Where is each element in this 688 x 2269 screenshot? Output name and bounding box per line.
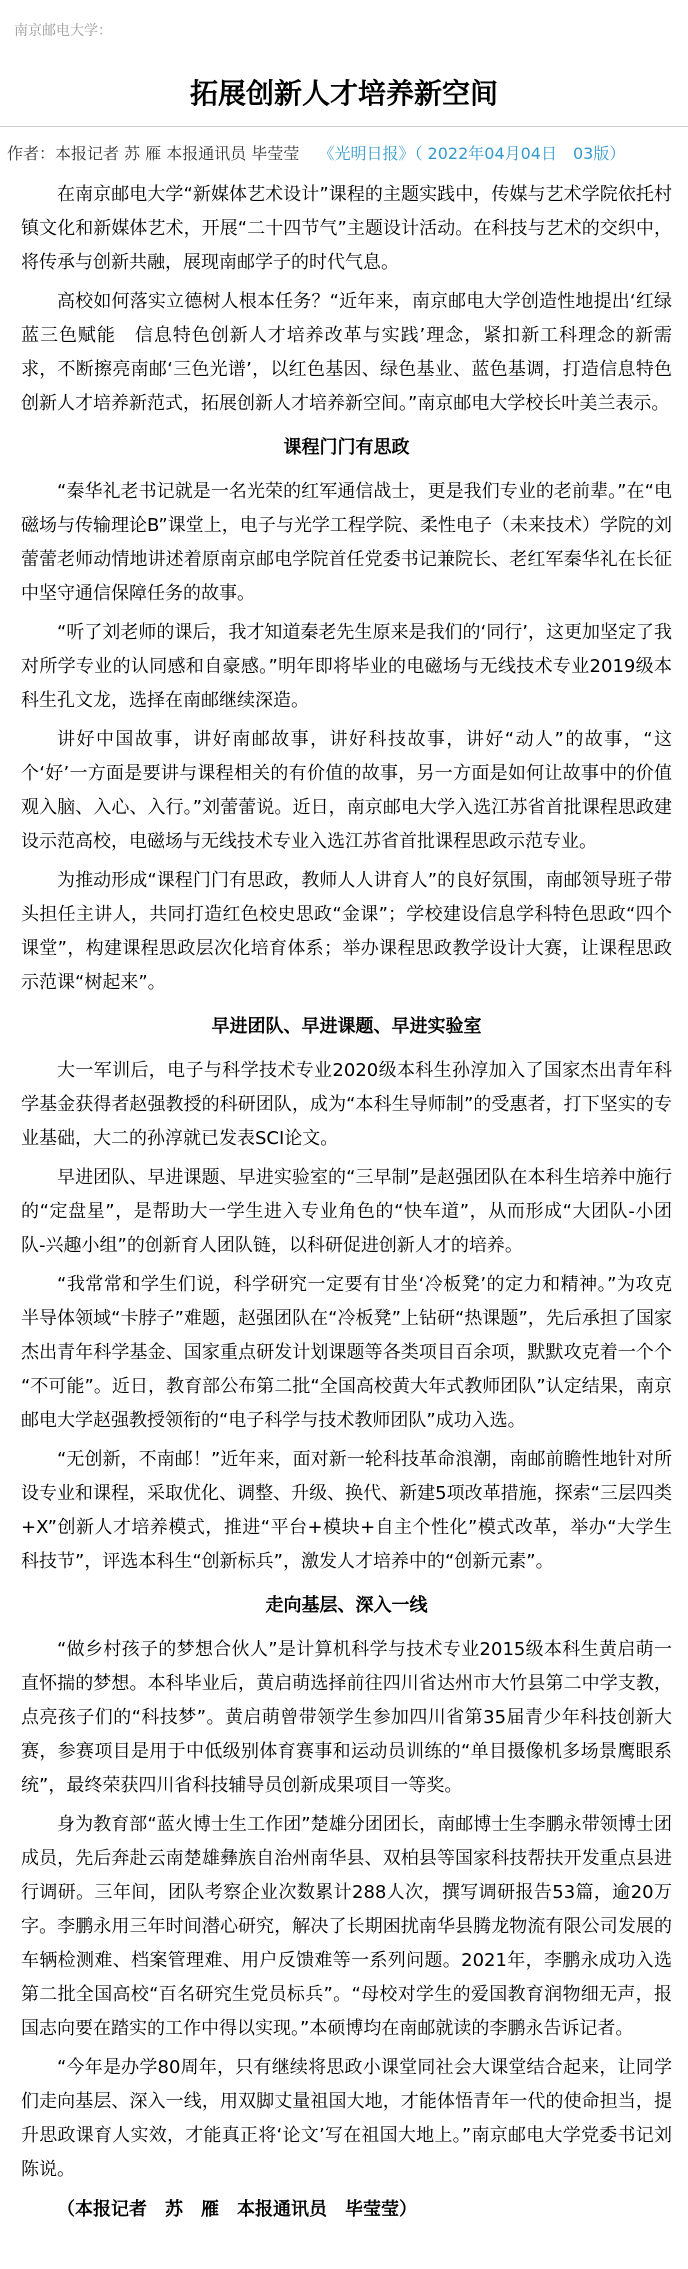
section-heading: 早进团队、早进课题、早进实验室 [211, 1015, 482, 1037]
paragraph: 早进团队、早进课题、早进实验室的“三早制”是赵强团队在本科生培养中施行的“定盘星”，是帮助大一学生进入专业角色的“快车道”，从而形成“大团队-小团队-兴趣小组”的创新育人团队链，以科研促进创新人才的培养。 [21, 1166, 672, 1256]
byline [0, 127, 688, 169]
paragraph: 大一军训后，电子与科学技术专业2020级本科生孙淳加入了国家杰出青年科学基金获得者赵强教授的科研团队，成为“本科生导师制”的受惠者，打下坚实的专业基础，大二的孙淳就已发表SCI论文。 [21, 1059, 672, 1149]
section-heading: 课程门门有思政 [283, 436, 410, 458]
byline-source-link[interactable]: 《光明日报》（ 2022年04月04日 03版） [318, 144, 626, 164]
paragraph: 讲好中国故事，讲好南邮故事，讲好科技故事，讲好“动人”的故事，“这个‘好’一方面是要讲与课程相关的有价值的故事，另一方面是如何让故事中的价值观入脑、入心、入行。”刘蕾蕾说。近日，南京邮电大学入选江苏省首批课程思政建设示范高校，电磁场与无线技术专业入选江苏省首批课程思政示范专业。 [21, 728, 672, 852]
paragraph: “今年是办学80周年，只有继续将思政小课堂同社会大课堂结合起来，让同学们走向基层、深入一线，用双脚丈量祖国大地，才能体悟青年一代的使命担当，提升思政课育人实效，才能真正将‘论文’写在祖国大地上。”南京邮电大学党委书记刘陈说。 [21, 2056, 672, 2180]
paragraph: “听了刘老师的课后，我才知道秦老先生原来是我们的‘同行’，这更加坚定了我对所学专业的认同感和自豪感。”明年即将毕业的电磁场与无线技术专业2019级本科生孔文龙，选择在南邮继续深造。 [21, 621, 672, 711]
paragraph: 身为教育部“蓝火博士生工作团”楚雄分团团长，南邮博士生李鹏永带领博士团成员，先后奔赴云南楚雄彝族自治州南华县、双柏县等国家科技帮扶开发重点县进行调研。三年间，团队考察企业次数累计288人次，撰写调研报告53篇，逾20万字。李鹏永用三年时间潜心研究，解决了长期困扰南华县腾龙物流有限公司发展的车辆检测难、档案管理难、用户反馈难等一系列问题。2021年，李鹏永成功入选第二批全国高校“百名研究生党员标兵”。“母校对学生的爱国教育润物细无声，报国志向要在踏实的工作中得以实现。”本硕博均在南邮就读的李鹏永告诉记者。 [21, 1813, 672, 2039]
byline-authors: 作者：本报记者 苏 雁 本报通讯员 毕莹莹 [7, 144, 300, 164]
paragraph: “无创新，不南邮！”近年来，面对新一轮科技革命浪潮，南邮前瞻性地针对所设专业和课程，采取优化、调整、升级、换代、新建5项改革措施，探索“三层四类+X”创新人才培养模式，推进“平台+模块+自主个性化”模式改革，举办“大学生科技节”，评选本科生“创新标兵”，激发人才培养中的“创新元素”。 [21, 1448, 672, 1572]
paragraph: 在南京邮电大学“新媒体艺术设计”课程的主题实践中，传媒与艺术学院依托村镇文化和新媒体艺术，开展“二十四节气”主题设计活动。在科技与艺术的交织中，将传承与创新共融，展现南邮学子的时代气息。 [21, 183, 672, 273]
paragraph: “做乡村孩子的梦想合伙人”是计算机科学与技术专业2015级本科生黄启萌一直怀揣的梦想。本科毕业后，黄启萌选择前往四川省达州市大竹县第二中学支教，点亮孩子们的“科技梦”。黄启萌曾带领学生参加四川省第35届青少年科技创新大赛，参赛项目是用于中低级别体育赛事和运动员训练的“单目摄像机多场景鹰眼系统”，最终荣获四川省科技辅导员创新成果项目一等奖。 [21, 1638, 672, 1796]
paragraph: “秦华礼老书记就是一名光荣的红军通信战士，更是我们专业的老前辈。”在“电磁场与传输理论B”课堂上，电子与光学工程学院、柔性电子（未来技术）学院的刘蕾蕾老师动情地讲述着原南京邮电学院首任党委书记兼院长、老红军秦华礼在长征中坚守通信保障任务的故事。 [21, 480, 672, 604]
paragraph: “我常常和学生们说，科学研究一定要有甘坐‘冷板凳’的定力和精神。”为攻克半导体领域“卡脖子”难题，赵强团队在“冷板凳”上钻研“热课题”，先后承担了国家杰出青年科学基金、国家重点研发计划课题等各类项目百余项，默默攻克着一个个“不可能”。近日，教育部公布第二批“全国高校黄大年式教师团队”认定结果，南京邮电大学赵强教授领衔的“电子科学与技术教师团队”成功入选。 [21, 1273, 672, 1431]
article-body [0, 169, 688, 2252]
site-label: 南京邮电大学： [14, 23, 112, 39]
paragraph: 高校如何落实立德树人根本任务？“近年来，南京邮电大学创造性地提出‘红绿蓝三色赋能 信息特色创新人才培养改革与实践’理念，紧扣新工科理念的新需求，不断擦亮南邮‘三色光谱’，以红色基因、绿色基业、蓝色基调，打造信息特色创新人才培养新范式，拓展创新人才培养新空间。”南京邮电大学校长叶美兰表示。 [21, 290, 672, 414]
section-heading: 走向基层、深入一线 [265, 1594, 428, 1616]
paragraph: 为推动形成“课程门门有思政，教师人人讲育人”的良好氛围，南邮领导班子带头担任主讲人，共同打造红色校史思政“金课”；学校建设信息学科特色思政“四个课堂”，构建课程思政层次化培育体系；举办课程思政教学设计大赛，让课程思政示范课“树起来”。 [21, 869, 672, 993]
page-title: 拓展创新人才培养新空间 [189, 77, 498, 110]
article-credit: （本报记者 苏 雁 本报通讯员 毕莹莹） [57, 2198, 417, 2220]
